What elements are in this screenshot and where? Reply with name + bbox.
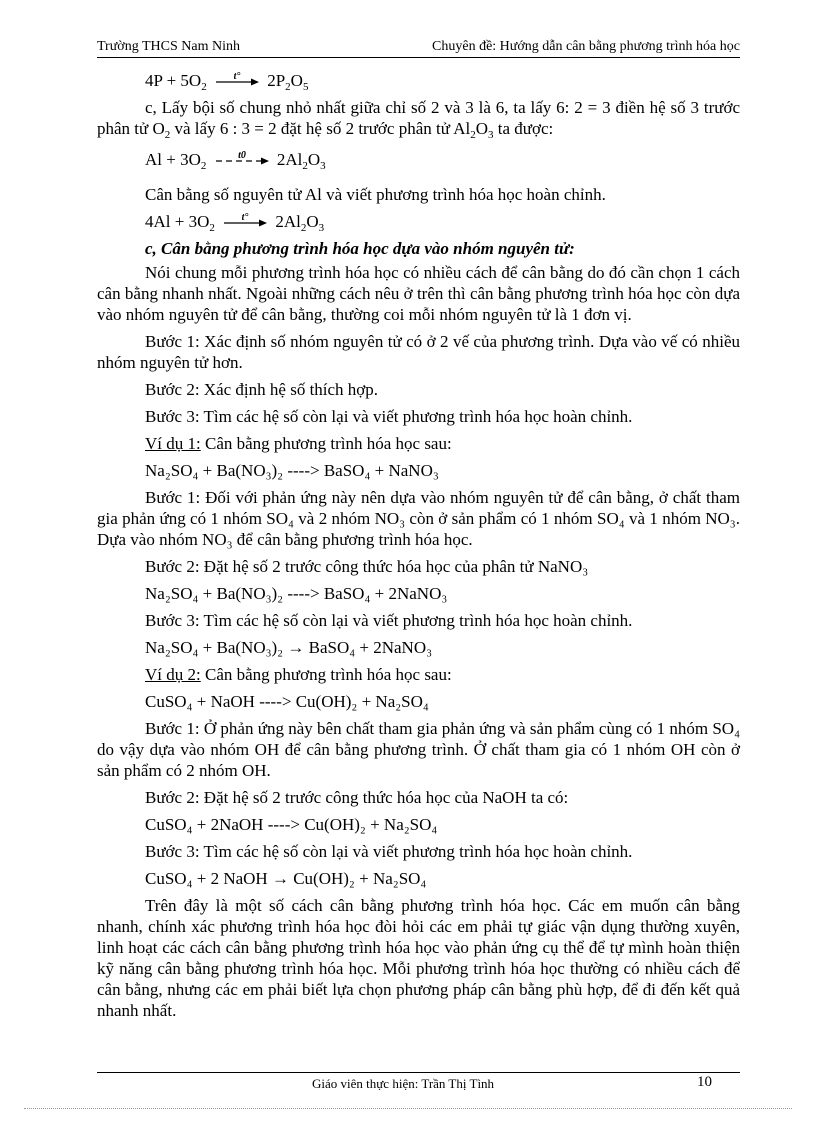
page-content (97, 70, 740, 1027)
example2-step3: Bước 3: Tìm các hệ số còn lại và viết phương trình hóa học hoàn chỉnh. (145, 842, 633, 861)
page-header (97, 38, 740, 58)
page-bottom-divider (24, 1108, 792, 1109)
example2-equation-0: CuSO₄ + NaOH ----> Cu(OH)₂ + Na₂SO₄ (145, 692, 429, 711)
reaction-arrow-icon (223, 213, 267, 227)
example2-equation-1: CuSO₄ + 2NaOH ----> Cu(OH)₂ + Na₂SO₄ (145, 815, 438, 834)
temperature-mark: t° (241, 213, 249, 223)
example2-equation-2: CuSO₄ + 2 NaOH → Cu(OH)₂ + Na₂SO₄ (145, 869, 427, 888)
paragraph-step1: Bước 1: Xác định số nhóm nguyên tử có ở 2 vế của phương trình. Dựa vào vế có nhiều nhóm nguyên tử hơn. (97, 332, 740, 372)
example1-step1: Bước 1: Đối với phản ứng này nên dựa vào nhóm nguyên tử để cân bằng, ở chất tham gia phản ứng có 1 nhóm SO₄ và 2 nhóm NO₃ còn ở sản phẩm có 1 nhóm SO₄ và 1 nhóm NO₃. Dựa vào nhóm NO₃ để cân bằng phương trình hóa học. (97, 488, 740, 549)
equation-p2o5: $4P + 5O_2$ t° $2P_2O_5$ (145, 71, 309, 93)
example1-equation-0: Na₂SO₄ + Ba(NO₃)₂ ----> BaSO₄ + NaNO₃ (145, 461, 439, 480)
equation-al-draft: $Al + 3O_2$ t0 $2Al_2O_3$ (145, 150, 326, 172)
equation-al-final: $4Al + 3O_2$ t° $2Al_2O_3$ (145, 212, 325, 234)
reaction-arrow-icon (215, 72, 259, 86)
paragraph-conclusion: Trên đây là một số cách cân bằng phương trình hóa học. Các em muốn cân bằng nhanh, chính xác phương trình hóa học đòi hỏi các em phải tự giác vận dụng thường xuyên, linh hoạt các cách cân bằng phương trình hóa học vào phản ứng cụ thể để tự mình hoàn thiện kỹ năng cân bằng phương trình hóa học. Mỗi phương trình hóa học thường có nhiều cách để cân bằng, nhưng các em phải biết lựa chọn phương pháp cân bằng phù hợp, để đi đến kết quả nhanh nhất. (97, 896, 740, 1020)
example1-title: Ví dụ 1: Cân bằng phương trình hóa học sau: (145, 434, 452, 453)
example1-equation-2: Na₂SO₄ + Ba(NO₃)₂ → BaSO₄ + 2NaNO₃ (145, 638, 433, 657)
example1-step3: Bước 3: Tìm các hệ số còn lại và viết phương trình hóa học hoàn chỉnh. (145, 611, 633, 630)
example1-step2: Bước 2: Đặt hệ số 2 trước công thức hóa học của phân tử NaNO₃ (145, 557, 589, 576)
header-school: Trường THCS Nam Ninh (97, 39, 240, 54)
paragraph-balance-al: Cân bằng số nguyên tử Al và viết phương trình hóa học hoàn chỉnh. (145, 185, 606, 204)
section-heading-atom-groups: c, Cân bằng phương trình hóa học dựa vào nhóm nguyên tử: (145, 239, 575, 258)
page-number: 10 (697, 1074, 712, 1090)
footer-teacher: Giáo viên thực hiện: Trần Thị Tình (312, 1076, 495, 1091)
dashed-arrow-icon (215, 151, 269, 165)
paragraph-intro: Nói chung mỗi phương trình hóa học có nhiều cách để cân bằng do đó cần chọn 1 cách cân bằng nhanh nhất. Ngoài những cách nêu ở trên thì cân bằng phương trình hóa học còn dựa vào nhóm nguyên tử để cân bằng, thường coi mỗi nhóm nguyên tử là 1 đơn vị. (97, 263, 740, 324)
paragraph-step2: Bước 2: Xác định hệ số thích hợp. (145, 380, 379, 399)
example2-step1: Bước 1: Ở phản ứng này bên chất tham gia phản ứng và sản phẩm cùng có 1 nhóm SO₄ do vậy dựa vào nhóm OH để cân bằng phương trình. Ở chất tham gia có 1 nhóm OH còn ở sản phẩm có 2 nhóm OH. (97, 719, 740, 780)
example1-equation-1: Na₂SO₄ + Ba(NO₃)₂ ----> BaSO₄ + 2NaNO₃ (145, 584, 448, 603)
temperature-mark: t0 (237, 151, 246, 161)
paragraph-step3: Bước 3: Tìm các hệ số còn lại và viết phương trình hóa học hoàn chỉnh. (145, 407, 633, 426)
example2-title: Ví dụ 2: Cân bằng phương trình hóa học sau: (145, 665, 452, 684)
page-footer (97, 1072, 740, 1096)
temperature-mark: t° (233, 72, 241, 82)
header-topic: Chuyên đề: Hướng dẫn cân bằng phương trình hóa học (432, 39, 740, 54)
example2-step2: Bước 2: Đặt hệ số 2 trước công thức hóa học của NaOH ta có: (145, 788, 569, 807)
paragraph-lcm: c, Lấy bội số chung nhỏ nhất giữa chỉ số 2 và 3 là 6, ta lấy 6: 2 = 3 điền hệ số 3 trước phân tử $O_2$ và lấy 6 : 3 = 2 đặt hệ số 2 trước phân tử $Al_2O_3$ ta được: (97, 98, 740, 141)
